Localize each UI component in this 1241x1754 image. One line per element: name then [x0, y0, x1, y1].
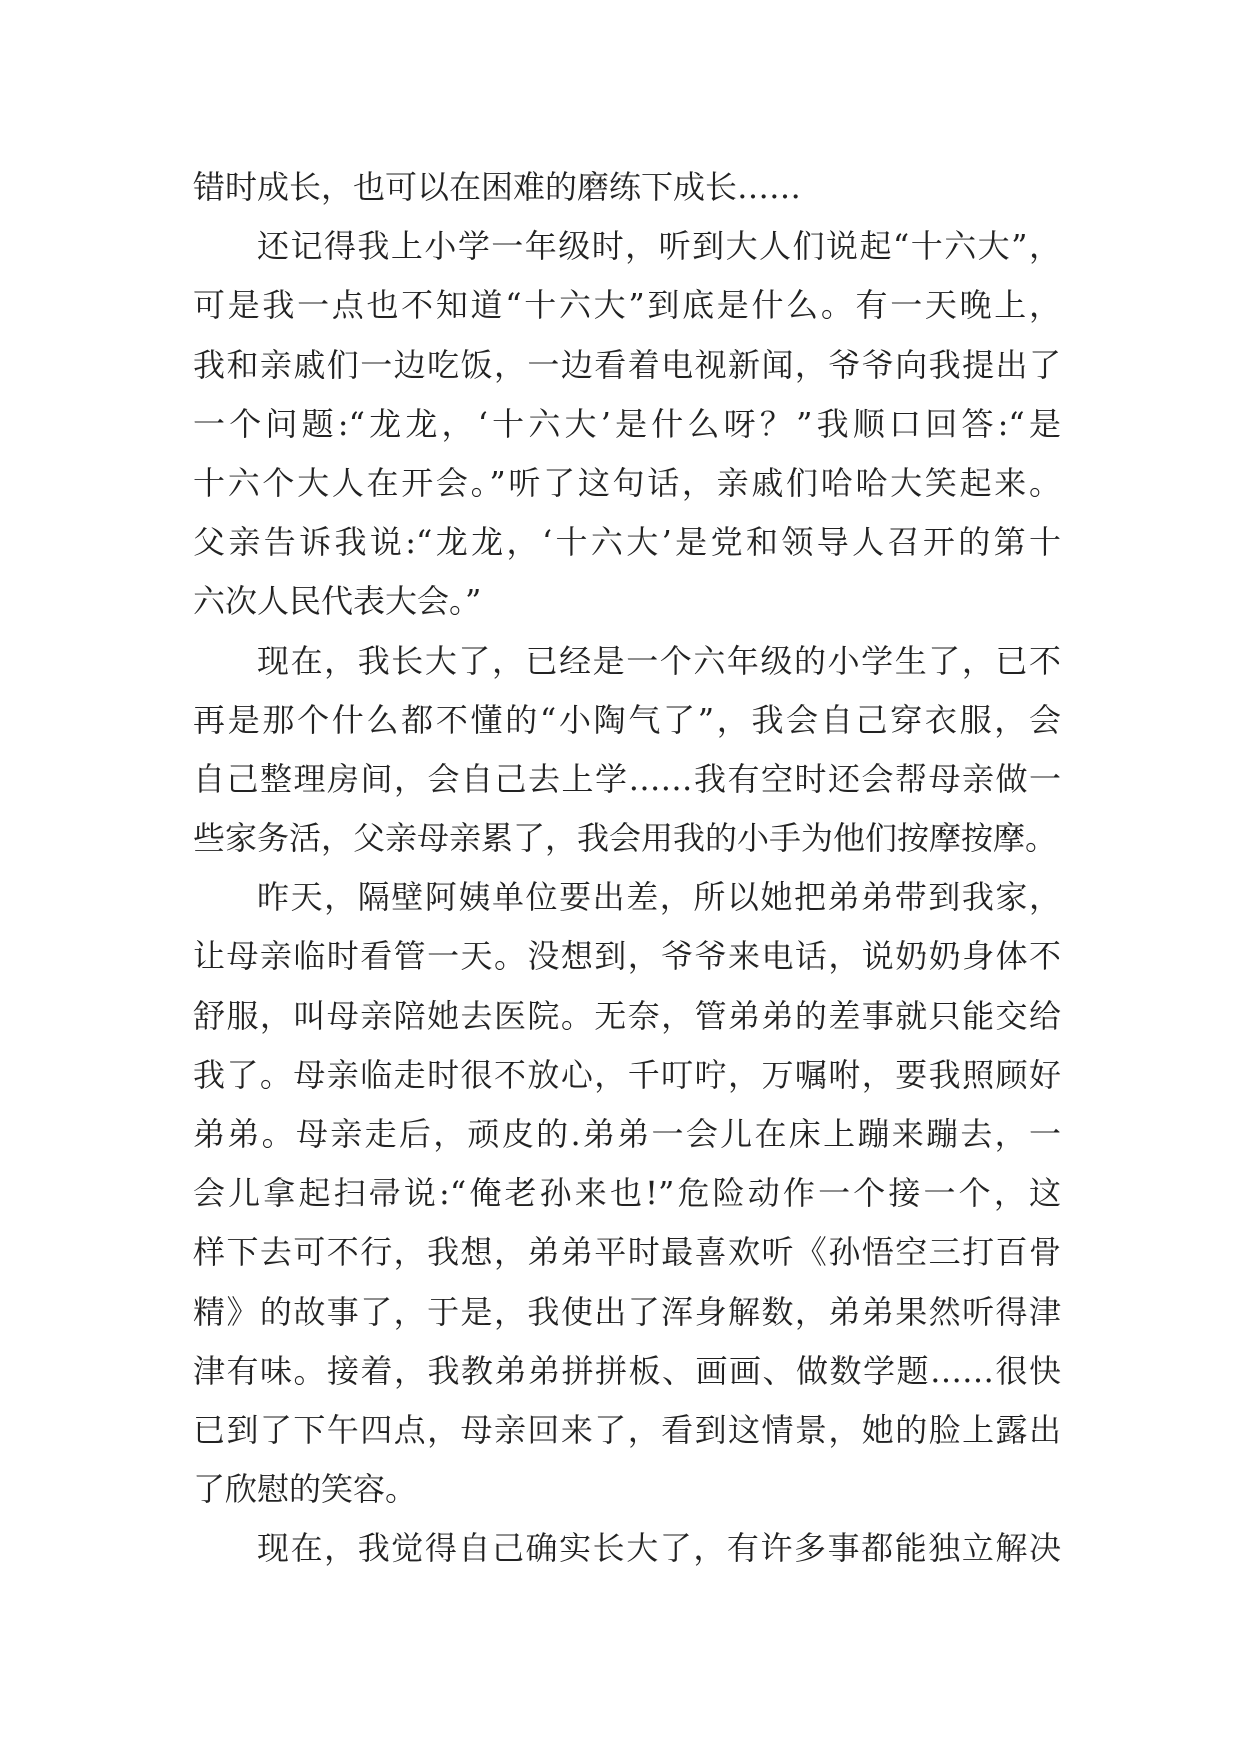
text-line: 津有味。接着，我教弟弟拼拼板、画画、做数学题……很快 — [193, 1351, 1061, 1390]
text-line: 错时成长，也可以在困难的磨练下成长…… — [193, 168, 802, 206]
text-line: 了欣慰的笑容。 — [193, 1470, 418, 1509]
text-line: 让母亲临时看管一天。没想到，爷爷来电话，说奶奶身体不 — [193, 937, 1061, 976]
text-line: 精》的故事了，于是，我使出了浑身解数，弟弟果然听得津 — [193, 1292, 1061, 1331]
text-line: 昨天，隔壁阿姨单位要出差，所以她把弟弟带到我家， — [257, 878, 1061, 917]
text-line: 弟弟。母亲走后，顽皮的.弟弟一会儿在床上蹦来蹦去，一 — [193, 1115, 1061, 1153]
text-line: 六次人民代表大会。” — [193, 582, 482, 621]
text-line: 些家务活，父亲母亲累了，我会用我的小手为他们按摩按摩。 — [193, 819, 1058, 858]
text-line: 已到了下午四点，母亲回来了，看到这情景，她的脸上露出 — [193, 1410, 1061, 1449]
text-line: 舒服，叫母亲陪她去医院。无奈，管弟弟的差事就只能交给 — [193, 996, 1061, 1035]
text-line: 样下去可不行，我想，弟弟平时最喜欢听《孙悟空三打百骨 — [193, 1233, 1061, 1272]
text-line: 自己整理房间，会自己去上学……我有空时还会帮母亲做一 — [193, 759, 1061, 798]
text-line: 我了。母亲临走时很不放心，千叮咛，万嘱咐，要我照顾好 — [193, 1055, 1061, 1094]
text-line: 可是我一点也不知道“十六大”到底是什么。有一天晚上， — [193, 286, 1061, 325]
text-line: 父亲告诉我说:“龙龙，‘十六大’是党和领导人召开的第十 — [193, 523, 1061, 562]
text-line: 一个问题:“龙龙，‘十六大’是什么呀？”我顺口回答:“是 — [193, 404, 1061, 443]
text-line: 现在，我长大了，已经是一个六年级的小学生了，已不 — [257, 641, 1061, 680]
text-line: 我和亲戚们一边吃饭，一边看着电视新闻，爷爷向我提出了 — [193, 345, 1061, 384]
document-body — [193, 158, 1061, 1579]
text-line: 再是那个什么都不懂的“小陶气了”，我会自己穿衣服，会 — [193, 700, 1061, 739]
text-line: 现在，我觉得自己确实长大了，有许多事都能独立解决 — [257, 1529, 1061, 1568]
text-line: 会儿拿起扫帚说:“俺老孙来也!”危险动作一个接一个，这 — [193, 1174, 1061, 1213]
text-line: 十六个大人在开会。”听了这句话，亲戚们哈哈大笑起来。 — [193, 463, 1061, 502]
text-line: 还记得我上小学一年级时，听到大人们说起“十六大”， — [257, 227, 1061, 266]
